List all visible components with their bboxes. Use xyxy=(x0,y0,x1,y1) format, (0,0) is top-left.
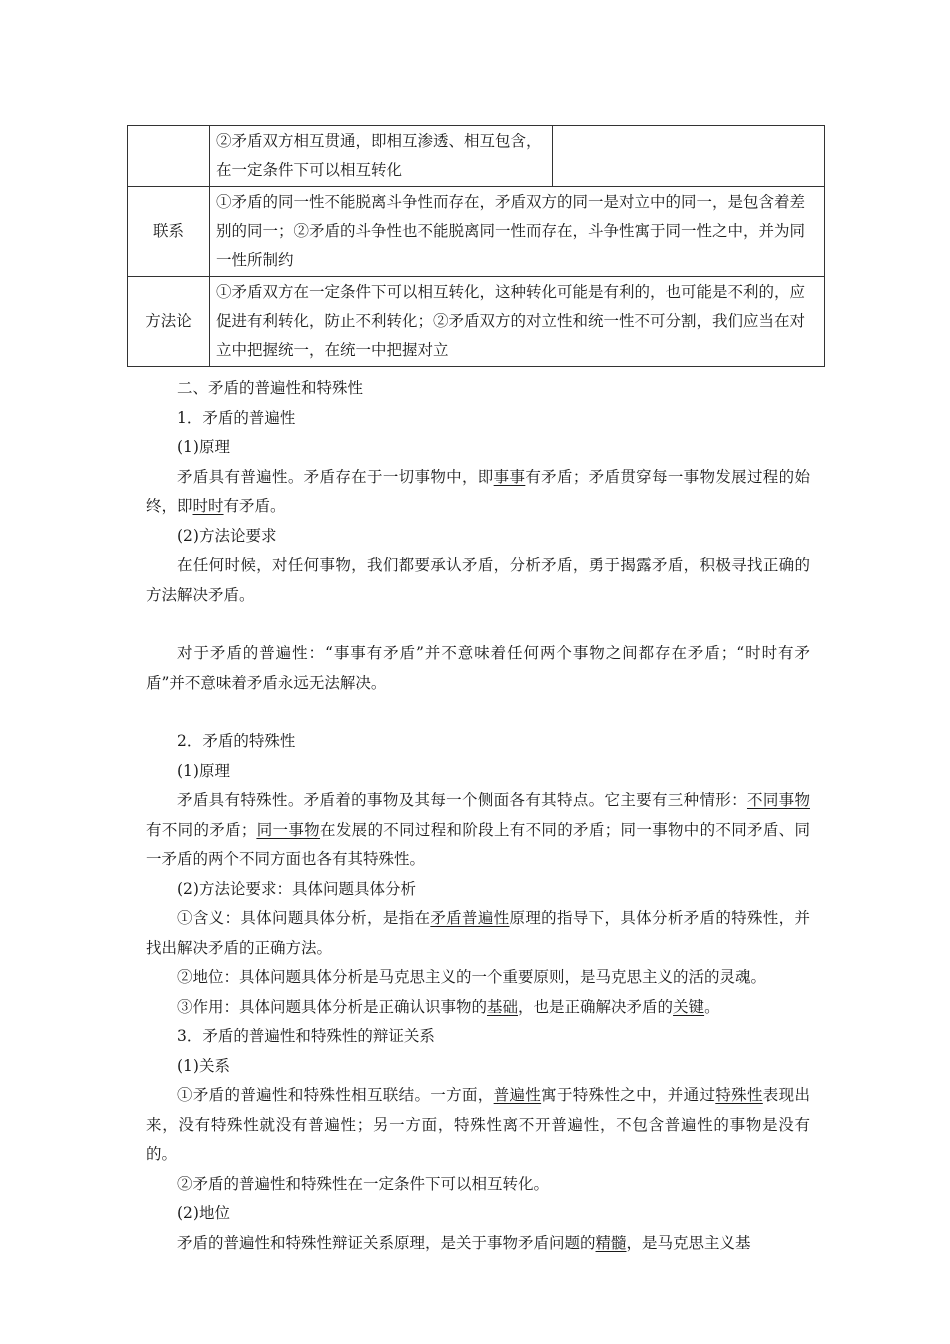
text-span: 表现出来，没有特殊性就没有普遍性；另一方面，特殊性离不开普遍性，不包含普遍性的事物是没有的。 xyxy=(146,1086,810,1163)
underlined-keyword: 矛盾普遍性 xyxy=(430,909,510,927)
item-label: (1)原理 xyxy=(177,438,230,456)
text-span: 在发展的不同过程和阶段上有不同的矛盾；同一事物中的不同矛盾、同一矛盾的两个不同方面也各有其特殊性。 xyxy=(146,820,810,868)
text-span: 矛盾具有特殊性。矛盾着的事物及其每一个侧面各有其特点。它主要有三种情形： xyxy=(177,791,747,809)
item-label: (2)方法论要求：具体问题具体分析 xyxy=(177,879,416,898)
paragraph xyxy=(146,786,810,875)
underlined-keyword: 时时 xyxy=(192,497,224,515)
subsection-heading: 1．矛盾的普遍性 xyxy=(177,408,296,427)
item-label: (1)原理 xyxy=(177,761,230,780)
item-label: (2)地位 xyxy=(177,1204,230,1222)
table-row xyxy=(128,126,825,187)
section-heading: 二、矛盾的普遍性和特殊性 xyxy=(177,379,364,397)
underlined-keyword: 特殊性 xyxy=(715,1086,763,1104)
table-row xyxy=(128,277,825,367)
underlined-keyword: 事事 xyxy=(493,467,526,486)
subsection-heading: 3．矛盾的普遍性和特殊性的辩证关系 xyxy=(177,1027,435,1045)
subsection-heading: 2．矛盾的特殊性 xyxy=(177,732,296,750)
text-span: 矛盾具有普遍性。矛盾存在于一切事物中，即 xyxy=(177,467,494,486)
paragraph xyxy=(146,993,810,1023)
underlined-keyword: 基础 xyxy=(487,997,519,1016)
table-cell-empty xyxy=(553,126,825,187)
row-label-connection: 联系 xyxy=(128,187,210,277)
underlined-keyword: 关键 xyxy=(673,997,705,1016)
paragraph xyxy=(146,1229,810,1259)
item-label: (2)方法论要求 xyxy=(177,526,277,545)
text-span: 寓于特殊性之中，并通过 xyxy=(541,1086,716,1104)
text-span: 有不同的矛盾； xyxy=(146,820,257,839)
spacer xyxy=(146,698,810,727)
row-label-empty xyxy=(128,126,210,187)
paragraph: ②地位：具体问题具体分析是马克思主义的一个重要原则，是马克思主义的活的灵魂。 xyxy=(177,968,767,986)
text-span: 。 xyxy=(704,997,720,1016)
text-span: 原理的指导下，具体分析矛盾的特殊性，并找出解决矛盾的正确方法。 xyxy=(146,909,810,957)
paragraph: ②矛盾的普遍性和特殊性在一定条件下可以相互转化。 xyxy=(177,1174,550,1193)
underlined-keyword: 精髓 xyxy=(595,1233,627,1252)
text-span: ，也是正确解决矛盾的 xyxy=(518,997,674,1016)
table-cell: ②矛盾双方相互贯通，即相互渗透、相互包含，在一定条件下可以相互转化 xyxy=(210,126,553,187)
paragraph: 在任何时候，对任何事物，我们都要承认矛盾，分析矛盾，勇于揭露矛盾，积极寻找正确的方法解决矛盾。 xyxy=(146,556,810,604)
paragraph xyxy=(146,463,810,522)
spacer xyxy=(146,610,810,639)
paragraph xyxy=(146,904,810,963)
table-cell: ①矛盾的同一性不能脱离斗争性而存在，矛盾双方的同一是对立中的同一，是包含着差别的同一；②矛盾的斗争性也不能脱离同一性而存在，斗争性寓于同一性之中，并为同一性所制约 xyxy=(210,187,825,277)
row-label-methodology: 方法论 xyxy=(128,277,210,367)
table-row xyxy=(128,187,825,277)
underlined-keyword: 普遍性 xyxy=(493,1086,542,1104)
contradiction-table xyxy=(127,125,825,367)
paragraph xyxy=(146,1081,810,1170)
text-span: ③作用：具体问题具体分析是正确认识事物的 xyxy=(177,997,488,1016)
underlined-keyword: 不同事物 xyxy=(746,791,810,809)
text-span: ①含义：具体问题具体分析，是指在 xyxy=(177,909,431,927)
document-body xyxy=(146,374,810,1258)
underlined-keyword: 同一事物 xyxy=(256,820,320,839)
text-span: 矛盾的普遍性和特殊性辩证关系原理，是关于事物矛盾问题的 xyxy=(177,1233,596,1252)
note-paragraph: 对于矛盾的普遍性：“事事有矛盾”并不意味着任何两个事物之间都存在矛盾；“时时有矛盾”并不意味着矛盾永远无法解决。 xyxy=(146,644,810,692)
table-cell: ①矛盾双方在一定条件下可以相互转化，这种转化可能是有利的，也可能是不利的，应促进有利转化，防止不利转化；②矛盾双方的对立性和统一性不可分割，我们应当在对立中把握统一，在统一中把握对立 xyxy=(210,277,825,367)
text-span: ，是马克思主义基 xyxy=(626,1233,751,1252)
text-span: ①矛盾的普遍性和特殊性相互联结。一方面， xyxy=(177,1086,494,1104)
item-label: (1)关系 xyxy=(177,1056,230,1075)
text-span: 有矛盾。 xyxy=(223,497,286,515)
text-span: 有矛盾；矛盾贯穿每一事物发展过程的始终，即 xyxy=(146,467,810,515)
